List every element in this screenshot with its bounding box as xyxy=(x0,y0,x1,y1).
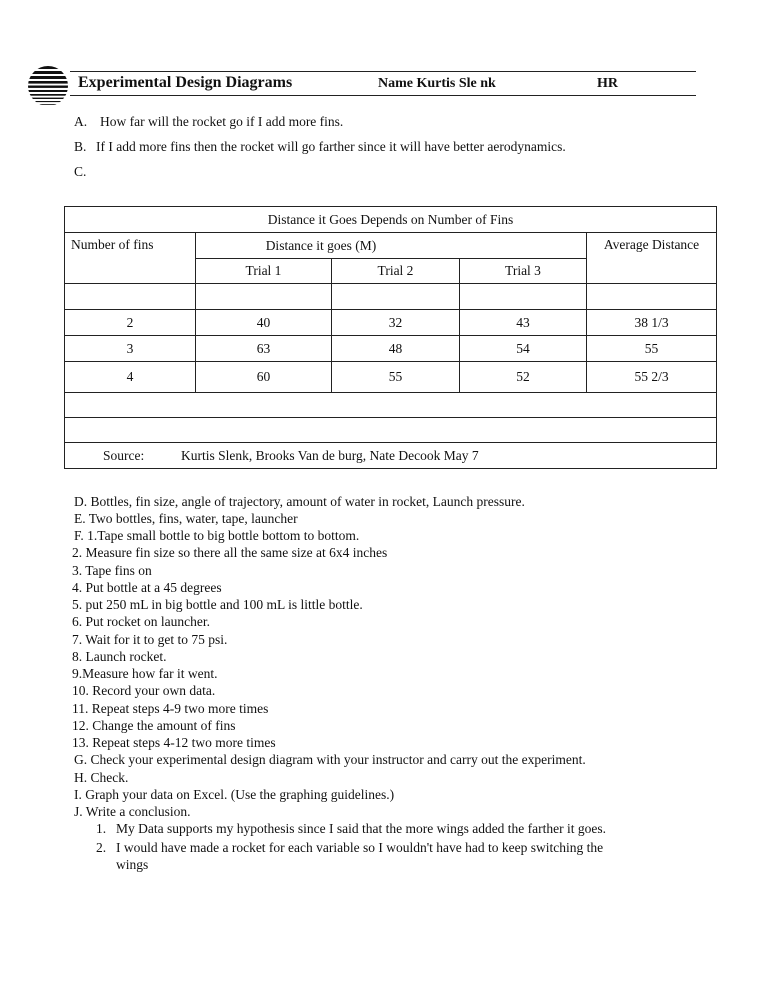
step-item: 7. Wait for it to get to 75 psi. xyxy=(72,632,228,647)
step-item: 12. Change the amount of fins xyxy=(72,718,236,733)
step-item: 11. Repeat steps 4-9 two more times xyxy=(72,701,269,716)
conclusion-item: 1. My Data supports my hypothesis since I said that the more wings added the farther it goes. xyxy=(96,821,607,836)
step-item: 2. Measure fin size so there all the same size at 6x4 inches xyxy=(72,545,388,560)
cell-trial-1: 63 xyxy=(196,336,332,362)
header-top-rule xyxy=(70,71,696,72)
step-g: G. Check your experimental design diagram with your instructor and carry out the experiment. xyxy=(74,752,586,767)
table-row xyxy=(65,336,717,362)
cell-trial-2: 32 xyxy=(332,310,460,336)
cell-fins: 2 xyxy=(65,310,196,336)
question-b: B. If I add more fins then the rocket will go farther since it will have better aerodynamics. xyxy=(74,139,566,154)
step-h: H. Check. xyxy=(74,770,129,785)
cell-trial-1: 40 xyxy=(196,310,332,336)
page-title: Experimental Design Diagrams xyxy=(78,74,293,91)
table-row-blank xyxy=(65,393,717,418)
step-j: J. Write a conclusion. xyxy=(74,804,191,819)
col-header-trial-1: Trial 1 xyxy=(196,259,332,284)
col-header-trial-3: Trial 3 xyxy=(460,259,587,284)
table-source: Source: Kurtis Slenk, Brooks Van de burg, Nate Decook May 7 xyxy=(65,443,717,469)
step-item: 8. Launch rocket. xyxy=(72,649,167,664)
conclusion-continuation: wings xyxy=(116,857,149,872)
step-item: 6. Put rocket on launcher. xyxy=(72,614,210,629)
step-item: 4. Put bottle at a 45 degrees xyxy=(72,580,222,595)
table-row xyxy=(65,362,717,393)
step-f: F. 1.Tape small bottle to big bottle bottom to bottom. xyxy=(74,528,360,543)
col-header-average: Average Distance xyxy=(587,233,717,284)
step-item: 5. put 250 mL in big bottle and 100 mL is little bottle. xyxy=(72,597,363,612)
cell-average: 55 2/3 xyxy=(587,362,717,393)
question-c: C. xyxy=(74,164,87,179)
cell-fins: 4 xyxy=(65,362,196,393)
cell-trial-3: 54 xyxy=(460,336,587,362)
striped-sphere-logo xyxy=(26,65,68,107)
homeroom-label: HR xyxy=(597,76,618,91)
col-header-distance: Distance it goes (M) xyxy=(196,233,587,259)
table-title: Distance it Goes Depends on Number of Fins xyxy=(65,207,717,233)
step-d: D. Bottles, fin size, angle of trajectory, amount of water in rocket, Launch pressure. xyxy=(74,494,525,509)
cell-average: 38 1/3 xyxy=(587,310,717,336)
col-header-fins: Number of fins xyxy=(65,233,196,284)
table-row-blank xyxy=(65,418,717,443)
step-item: 10. Record your own data. xyxy=(72,683,216,698)
cell-fins: 3 xyxy=(65,336,196,362)
cell-trial-2: 55 xyxy=(332,362,460,393)
cell-trial-3: 52 xyxy=(460,362,587,393)
cell-trial-3: 43 xyxy=(460,310,587,336)
table-row-empty xyxy=(65,284,717,310)
col-header-trial-2: Trial 2 xyxy=(332,259,460,284)
cell-trial-1: 60 xyxy=(196,362,332,393)
step-item: 13. Repeat steps 4-12 two more times xyxy=(72,735,276,750)
step-i: I. Graph your data on Excel. (Use the graphing guidelines.) xyxy=(74,787,395,802)
worksheet-header xyxy=(78,74,698,96)
step-item: 9.Measure how far it went. xyxy=(72,666,218,681)
question-a: A. How far will the rocket go if I add more fins. xyxy=(74,114,344,129)
cell-average: 55 xyxy=(587,336,717,362)
table-row xyxy=(65,310,717,336)
conclusion-item: 2. I would have made a rocket for each variable so I wouldn't have had to keep switching the xyxy=(96,840,604,855)
cell-trial-2: 48 xyxy=(332,336,460,362)
step-e: E. Two bottles, fins, water, tape, launcher xyxy=(74,511,298,526)
step-item: 3. Tape fins on xyxy=(72,563,152,578)
student-name: Name Kurtis Sle nk xyxy=(378,76,496,91)
data-table xyxy=(64,206,717,469)
